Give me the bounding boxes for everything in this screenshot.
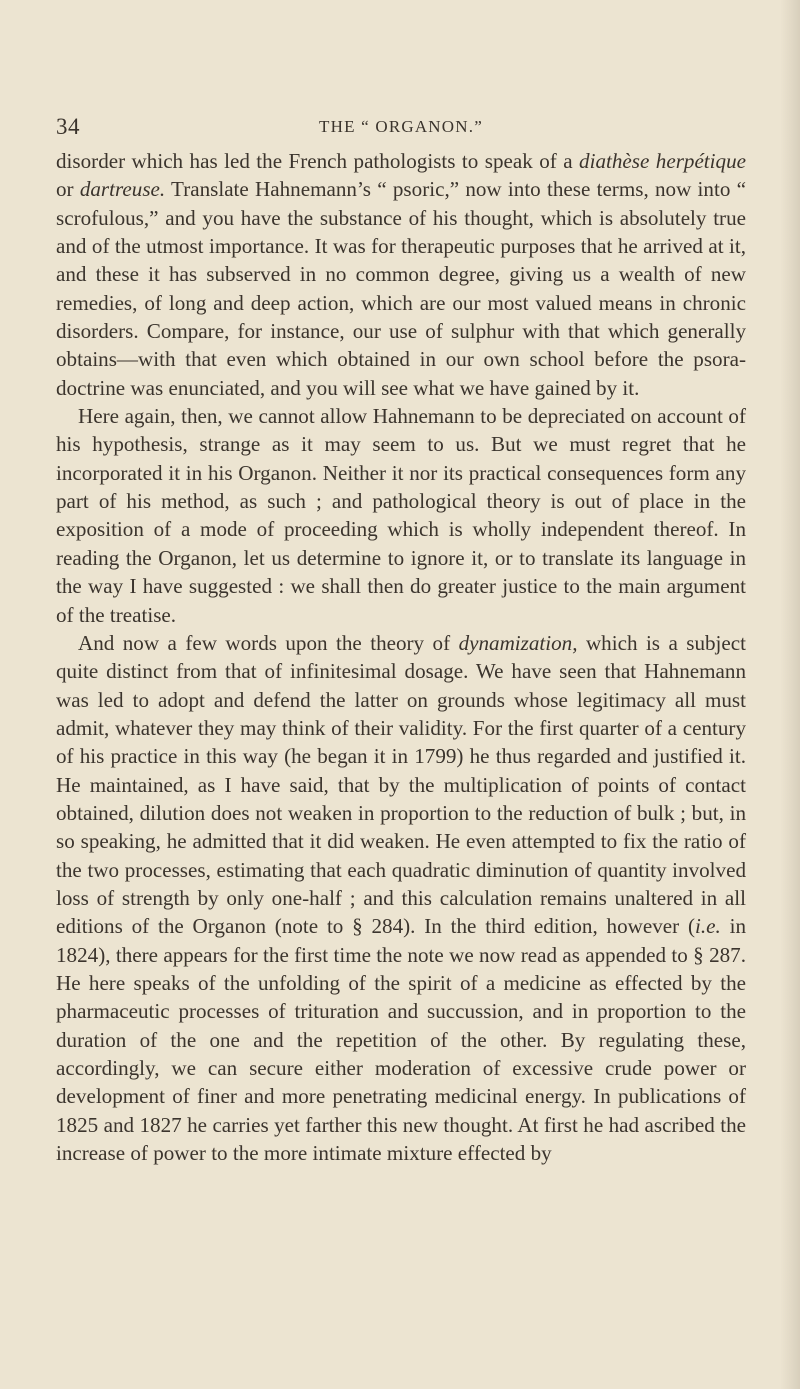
text-run: in 1824), there appears for the first time the note we now read as appended to § 287. He here speaks of the unfolding of the spirit of a medicine as effected by the pharmaceutic processes of trituration and succussion, and in proportion to the duration of the one and the repetition of the other. By regulating these, accordingly, we can secure either moderation of excessive crude power or development of finer and more penetrating medicinal energy. In publications of 1825 and 1827 he carries yet farther this new thought. At first he had ascribed the increase of power to the more intimate mixture effected by: [56, 914, 746, 1166]
italic-term: dartreuse.: [79, 177, 166, 202]
italic-term: i.e.: [695, 914, 721, 939]
paragraph-3: [56, 629, 746, 1168]
body-text: [56, 147, 746, 1167]
italic-term: diathèse herpétique: [579, 149, 746, 173]
text-run: disorder which has led the French pathologists to speak of a: [56, 149, 580, 173]
running-head: THE “ ORGANON.”: [319, 117, 483, 136]
paragraph-2: [56, 402, 746, 629]
text-run: or: [56, 177, 80, 202]
page-number: 34: [56, 114, 80, 139]
paragraph-1: [56, 147, 746, 402]
text-run: Here again, then, we cannot allow Hahnemann to be depreciated on account of his hypothesis, strange as it may seem to us. But we must regret that he incorporated it in his Organon. Neither it nor its practical consequences form any part of his method, as such ; and pathological theory is out of place in the exposition of a mode of proceeding which is wholly independent thereof. In reading the Organon, let us determine to ignore it, or to translate its language in the way I have suggested : we shall then do greater justice to the main argument of the treatise.: [56, 404, 746, 627]
text-run: Translate Hahnemann’s “ psoric,” now into these terms, now into “ scrofulous,” and you have the substance of his thought, which is absolutely true and of the utmost importance. It was for therapeutic purposes that he arrived at it, and these it has subserved in no common degree, giving us a wealth of new remedies, of long and deep action, which are our most valued means in chronic disorders. Compare, for instance, our use of sulphur with that which generally obtains—with that even which obtained in our own school before the psora-doctrine was enunciated, and you will see what we have gained by it.: [56, 177, 746, 400]
italic-term: dynamization,: [458, 630, 578, 655]
text-run: which is a subject quite distinct from that of infinitesimal dosage. We have seen that Hahnemann was led to adopt and defend the latter on grounds whose legitimacy all must admit, whatever they may think of their validity. For the first quarter of a century of his practice in this way (he began it in 1799) he thus regarded and justified it. He maintained, as I have said, that by the multiplication of points of contact obtained, dilution does not weaken in proportion to the reduction of bulk ; but, in so speaking, he admitted that it did weaken. He even attempted to fix the ratio of the two processes, estimating that each quadratic diminution of quantity involved loss of strength by only one-half ; and this calculation remains unaltered in all editions of the Organon (note to § 284). In the third edition, however (: [56, 630, 746, 939]
page-header: [56, 114, 746, 144]
text-run: And now a few words upon the theory of: [78, 630, 459, 655]
